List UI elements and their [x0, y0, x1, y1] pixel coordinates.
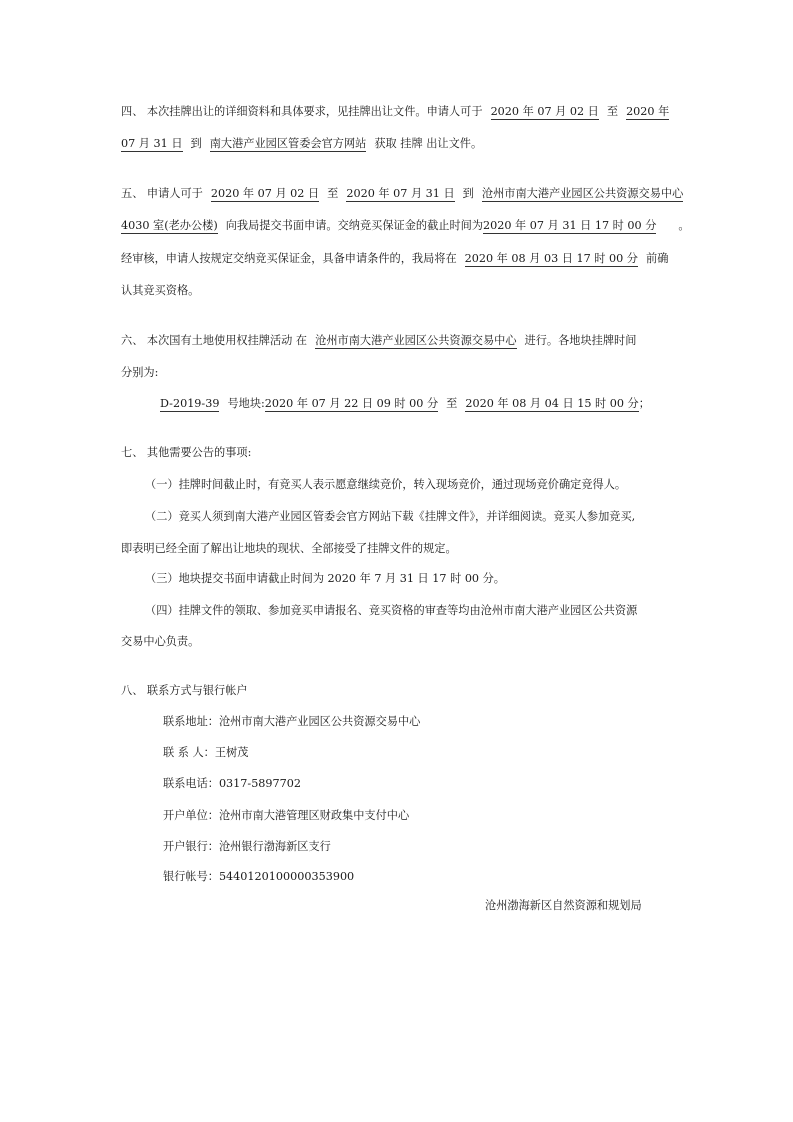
listing-start: 2020 年 07 月 22 日 09 时 00 分	[264, 397, 439, 410]
item-2-text: （二）竞买人须到南大港产业园区管委会官方网站下载《挂牌文件》，并详细阅读。竞买人参加竞买,	[145, 510, 636, 523]
section-7-heading: 七、 其他需要公告的事项:	[121, 446, 252, 459]
section-5-line-4	[121, 283, 199, 299]
item-4-text-cont: 交易中心负责。	[121, 635, 200, 648]
parcel-code: D-2019-39	[160, 397, 220, 410]
contact-phone	[163, 776, 301, 792]
deposit-text: 向我局提交书面申请。交纳竞买保证金的截止时间为	[225, 219, 484, 232]
review-text: 经审核，申请人按规定交纳竞买保证金，具备申请条件的，我局将在	[121, 252, 457, 265]
bank-name	[163, 839, 331, 855]
item-2-text-cont: 即表明已经全面了解出让地块的现状、全部接受了挂牌文件的规定。	[121, 542, 457, 555]
signature	[485, 898, 642, 914]
qualification-text: 认其竞买资格。	[121, 284, 200, 297]
section-7-item-1	[145, 477, 626, 493]
account-number	[163, 869, 354, 885]
start-date: 2020 年 07 月 02 日	[490, 105, 599, 118]
section-4-line-1	[121, 104, 669, 120]
section-7-item-2-line-2	[121, 541, 457, 557]
section-6-line-2	[121, 365, 158, 381]
item-1-text: （一）挂牌时间截止时，有竞买人表示愿意继续竞价，转入现场竞价，通过现场竞价确定竞得人。	[145, 478, 627, 491]
dao-text: 到	[462, 187, 474, 200]
contact-person	[163, 745, 248, 761]
to-text: 至	[446, 397, 458, 410]
item-3-text: （三）地块提交书面申请截止时间为 2020 年 7 月 31 日 17 时 00 分。	[145, 572, 505, 585]
section-7-item-3	[145, 571, 505, 587]
review-tail: 前确	[646, 252, 669, 265]
end-date-part-2: 07 月 31 日	[121, 137, 183, 150]
section-6-intro: 六、 本次国有土地使用权挂牌活动 在	[121, 334, 308, 347]
end-date-part-1: 2020 年	[626, 105, 670, 118]
signature-text: 沧州渤海新区自然资源和规划局	[485, 899, 642, 912]
section-7-item-2-line-1	[145, 509, 635, 525]
contact-address-text: 联系地址：沧州市南大港产业园区公共资源交易中心	[163, 715, 421, 728]
contact-person-text: 联 系 人：王树茂	[163, 746, 249, 759]
section-7-title	[121, 445, 251, 461]
deposit-deadline: 2020 年 07 月 31 日 17 时 00 分	[483, 219, 657, 232]
room-number: 4030 室(老办公楼)	[121, 219, 218, 232]
parcel-label: 号地块:	[227, 397, 265, 410]
dao-text: 到	[190, 137, 202, 150]
account-unit-text: 开户单位：沧州市南大港管理区财政集中支付中心	[163, 809, 410, 822]
semicolon: ；	[638, 397, 650, 410]
bank-name-text: 开户银行：沧州银行渤海新区支行	[163, 840, 331, 853]
official-website: 南大港产业园区管委会官方网站	[209, 137, 367, 150]
section-4-tail: 获取 挂牌 出让文件。	[374, 137, 483, 150]
item-4-text: （四）挂牌文件的领取、参加竞买申请报名、竞买资格的审查等均由沧州市南大港产业园区公共资源	[145, 604, 638, 617]
section-5-intro: 五、 申请人可于	[121, 187, 203, 200]
section-7-item-4-line-2	[121, 634, 199, 650]
section-5-line-3	[121, 251, 668, 267]
section-6-line-3	[160, 396, 650, 412]
to-text: 至	[606, 105, 619, 118]
section-5-line-1	[121, 186, 683, 202]
contact-phone-text: 联系电话：0317-5897702	[163, 777, 302, 790]
listing-end: 2020 年 08 月 04 日 15 时 00 分	[465, 397, 639, 410]
confirm-date: 2020 年 08 月 03 日 17 时 00 分	[464, 252, 638, 265]
section-7-item-4-line-1	[145, 603, 637, 619]
to-text: 至	[327, 187, 339, 200]
section-4-line-2	[121, 136, 482, 152]
section-8-heading: 八、 联系方式与银行帐户	[121, 684, 248, 697]
apply-end-date: 2020 年 07 月 31 日	[346, 187, 455, 200]
trading-center: 沧州市南大港产业园区公共资源交易中心	[481, 187, 684, 200]
listing-time-label: 分别为:	[121, 366, 159, 379]
section-8-title	[121, 683, 248, 699]
section-5-line-2	[121, 218, 690, 234]
contact-address	[163, 714, 420, 730]
period: 。	[678, 219, 690, 232]
account-number-text: 银行帐号：544012010000035390​0	[163, 870, 355, 883]
section-6-line-1	[121, 333, 636, 349]
section-6-tail: 进行。各地块挂牌时间	[524, 334, 637, 347]
apply-start-date: 2020 年 07 月 02 日	[210, 187, 320, 200]
trading-center: 沧州市南大港产业园区公共资源交易中心	[315, 334, 517, 347]
section-4-intro: 四、 本次挂牌出让的详细资料和具体要求，见挂牌出让文件。申请人可于	[121, 105, 483, 118]
account-unit	[163, 808, 409, 824]
